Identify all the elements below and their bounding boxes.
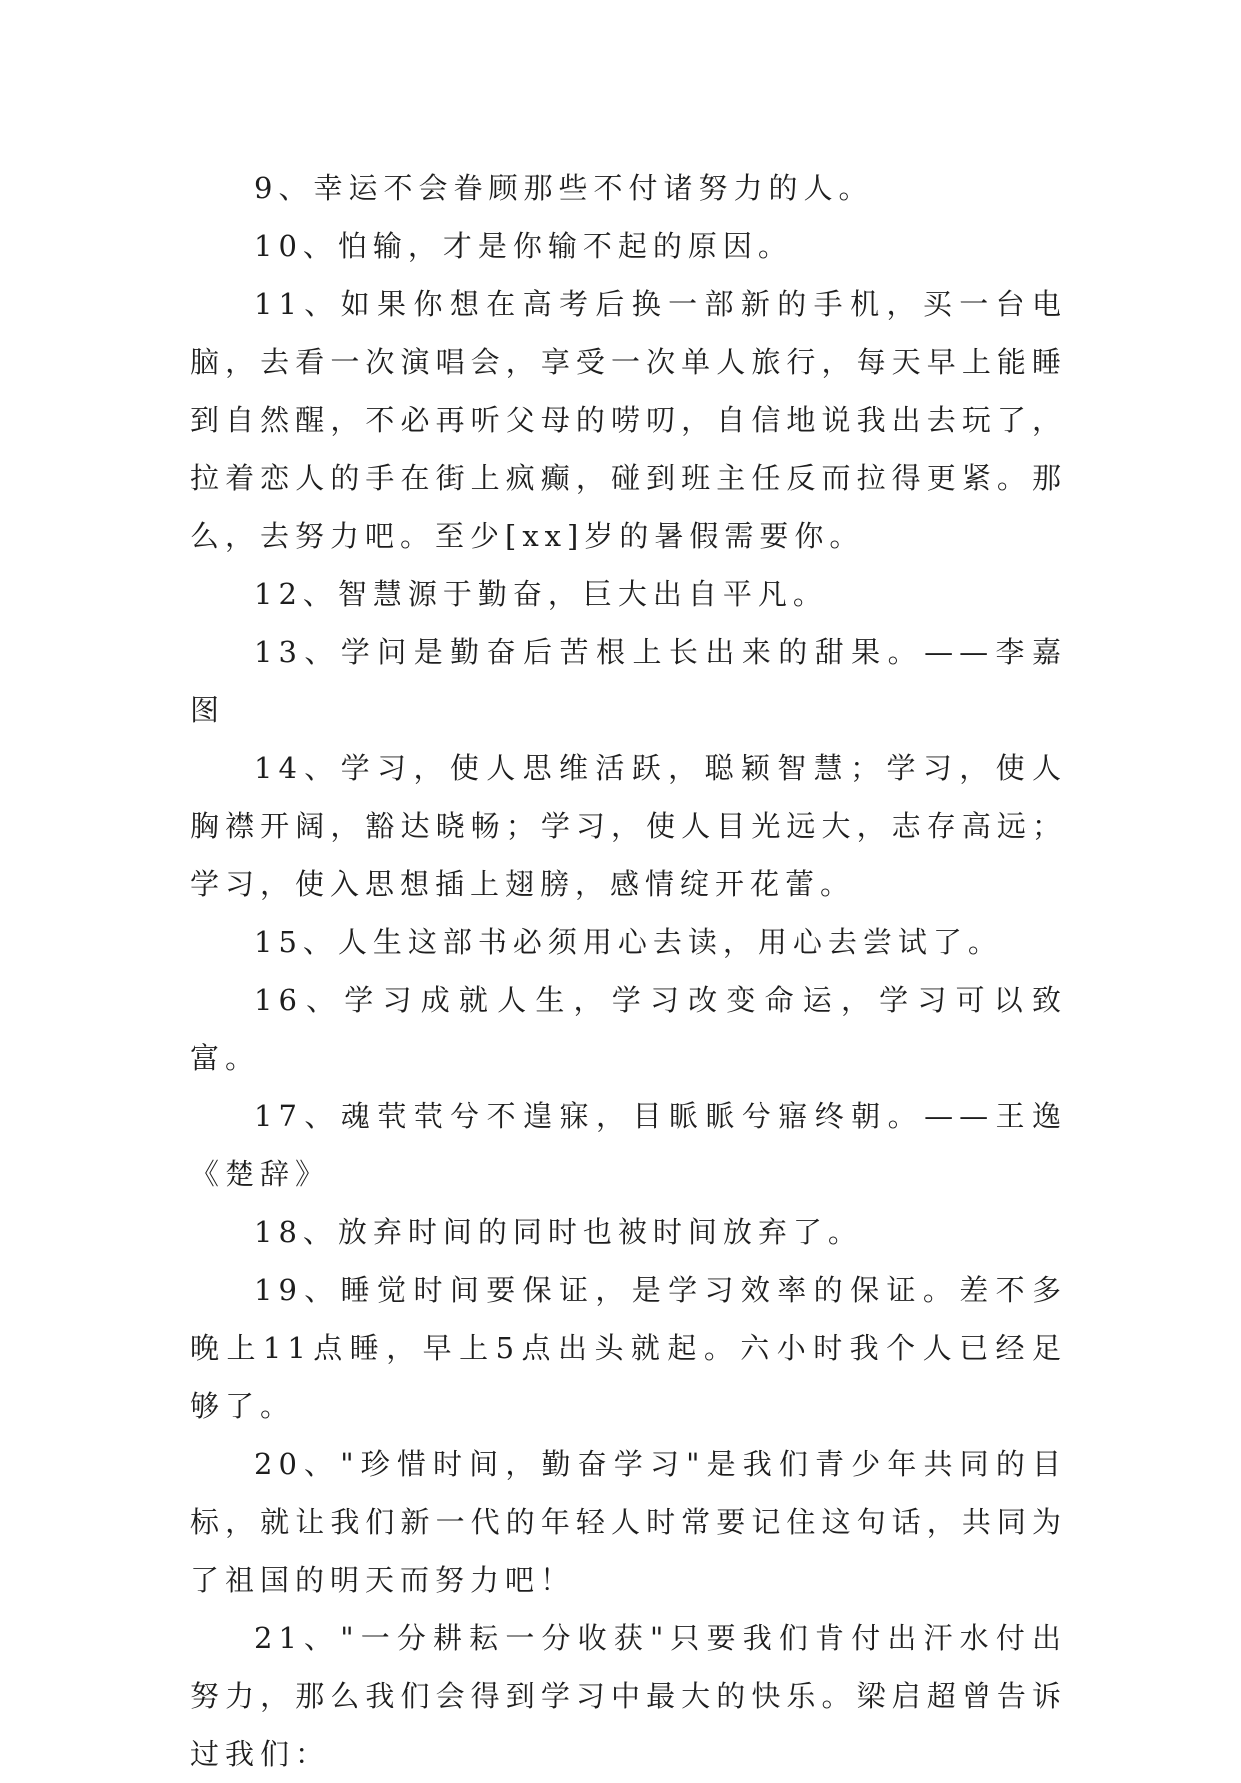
paragraph-18: 18、放弃时间的同时也被时间放弃了。: [254, 1215, 863, 1249]
paragraph-20: 20、"珍惜时间，勤奋学习"是我们青少年共同的目标，就让我们新一代的年轻人时常要记住这句话，共同为了祖国的明天而努力吧！: [190, 1447, 1067, 1597]
paragraph-15: 15、人生这部书必须用心去读，用心去尝试了。: [254, 925, 1003, 959]
paragraph-14: 14、学习，使人思维活跃，聪颖智慧；学习，使人胸襟开阔，豁达晓畅；学习，使人目光远大，志存高远；学习，使入思想插上翅膀，感情绽开花蕾。: [190, 751, 1067, 901]
document-body: [190, 159, 1067, 1783]
paragraph-9: 9、幸运不会眷顾那些不付诸努力的人。: [254, 171, 874, 205]
paragraph-12: 12、智慧源于勤奋，巨大出自平凡。: [254, 577, 828, 611]
paragraph-11: 11、如果你想在高考后换一部新的手机，买一台电脑，去看一次演唱会，享受一次单人旅行，每天早上能睡到自然醒，不必再听父母的唠叨，自信地说我出去玩了，拉着恋人的手在街上疯癫，碰到班主任反而拉得更紧。那么，去努力吧。至少[xx]岁的暑假需要你。: [190, 287, 1067, 553]
paragraph-17: 17、魂茕茕兮不遑寐，目眽眽兮寤终朝。——王逸《楚辞》: [190, 1099, 1067, 1191]
paragraph-19: 19、睡觉时间要保证，是学习效率的保证。差不多晚上11点睡，早上5点出头就起。六小时我个人已经足够了。: [190, 1273, 1067, 1423]
paragraph-21: 21、"一分耕耘一分收获"只要我们肯付出汗水付出努力，那么我们会得到学习中最大的快乐。梁启超曾告诉过我们：: [190, 1621, 1067, 1771]
paragraph-10: 10、怕输，才是你输不起的原因。: [254, 229, 793, 263]
paragraph-13: 13、学问是勤奋后苦根上长出来的甜果。——李嘉图: [190, 635, 1067, 727]
paragraph-16: 16、学习成就人生，学习改变命运，学习可以致富。: [190, 983, 1067, 1075]
